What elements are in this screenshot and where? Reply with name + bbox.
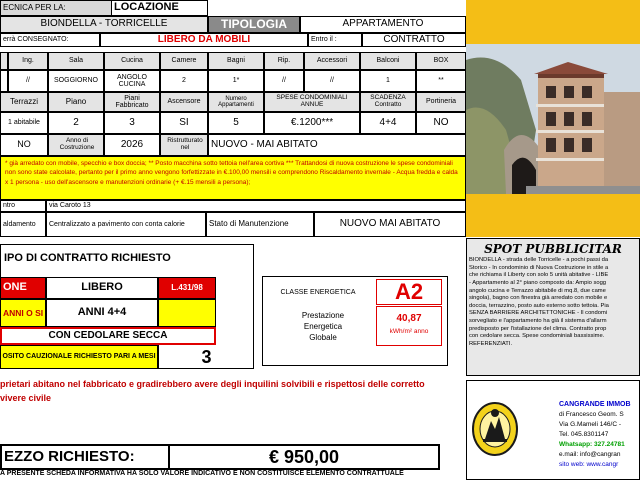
contract-title: IPO DI CONTRATTO RICHIESTO <box>4 252 171 265</box>
price-value: € 950,00 <box>170 444 440 470</box>
contract-row2-empty <box>158 299 216 327</box>
contract-row1-law: L.431/98 <box>158 277 216 299</box>
rooms-header-ing: Ing. <box>8 52 48 70</box>
contract-row2-value: ANNI 4+4 <box>46 299 158 327</box>
rooms-value-bagni: 1* <box>208 70 264 92</box>
heating-label: aldamento <box>0 212 46 237</box>
building-header-ascensore: Ascensore <box>160 92 208 112</box>
contract-row3-value: CON CEDOLARE SECCA <box>0 327 216 345</box>
contract-row1-value: LIBERO <box>46 277 158 299</box>
spot-box <box>466 238 640 376</box>
rooms-header-sala: Sala <box>48 52 104 70</box>
spot-line: SENZA BARRIERE ARCHITETTONICHE - Il condomi <box>469 310 608 317</box>
agency-address: Via G.Mameli 146/C - <box>559 421 622 428</box>
rooms-header-balconi: Balconi <box>360 52 416 70</box>
rooms-header-bagni: Bagni <box>208 52 264 70</box>
spot-line: sorvegliato e l'appartamento ha già il sistema d'allarm <box>469 318 607 325</box>
building-value-piano: 2 <box>48 112 104 134</box>
building-header-terrazzi: Terrazzi <box>0 92 48 112</box>
agency-email[interactable]: e.mail: info@cangran <box>559 451 621 458</box>
spot-line: Storico - In condominio di Nuova Costruzione in stile a <box>469 264 609 271</box>
spot-line: doccia, terrazzino, posto auto esterno sotto tettoia. Pia <box>469 302 609 309</box>
agency-tel: Tel. 045.8301147 <box>559 431 609 438</box>
building-value-appartamenti: 5 <box>208 112 264 134</box>
building-header-portineria: Portineria <box>416 92 466 112</box>
consegnato-value: LIBERO DA MOBILI <box>100 33 308 47</box>
energy-perf-line1: Prestazione <box>301 311 345 320</box>
energy-perf-line3: Globale <box>309 332 337 342</box>
contract-row1-label: ONE <box>0 277 46 299</box>
price-label: EZZO RICHIESTO: <box>0 444 170 470</box>
header-title-value: LOCAZIONE <box>112 0 208 16</box>
building-value-spese: €.1200*** <box>264 112 360 134</box>
ristrutt-label: Ristrutturato nel <box>160 134 208 156</box>
rooms-value-cucina: ANGOLO CUCINA <box>104 70 160 92</box>
agency-name: CANGRANDE IMMOB <box>559 401 631 408</box>
construction-first: NO <box>0 134 48 156</box>
notes-box: * già arredato con mobile, specchio e box doccia; ** Posto macchina sotto tettoia nell'area cortiva *** Trattandosi di nuova costruzione le spese condominiali non sono state calcolate, pertanto per il primo anno vengono forfettizzate in €.100,00 mensili e comprendono Riscaldamento invernale - Acqua fredda e calda x 1 persona - uso dell'ascensore e manutenzioni ordinarie (+ €.15 mensili a persona); <box>0 156 466 200</box>
ristrutt-value: NUOVO - MAI ABITATO <box>208 134 466 156</box>
rooms-value-camere: 2 <box>160 70 208 92</box>
rooms-header-cucina: Cucina <box>104 52 160 70</box>
agency-owner: di Francesco Geom. S <box>559 411 624 418</box>
anno-value: 2026 <box>104 134 160 156</box>
energy-perf-label <box>288 311 358 343</box>
address-label: ntro <box>0 200 46 212</box>
building-value-piani: 3 <box>104 112 160 134</box>
rooms-spacer <box>0 70 8 92</box>
rooms-value-box: ** <box>416 70 466 92</box>
energy-perf-unit: kWh/m² anno <box>389 328 429 335</box>
footer-note: prietari abitano nel fabbricato e gradirebbero avere degli inquilini solvibili e rispettosi delle corretto vivere civile <box>0 379 425 403</box>
spot-line: predisposto per l'istallazione del clima. Contratto prop <box>469 325 607 332</box>
spot-line: - Appartamento al 2° piano composto da: Ampio sogg <box>469 279 607 286</box>
building-value-portineria: NO <box>416 112 466 134</box>
agency-whatsapp[interactable]: Whatsapp: 327.24781 <box>559 441 625 448</box>
energy-class-value: A2 <box>376 279 442 305</box>
agency-box <box>466 380 640 480</box>
building-header-piani: Piani Fabbricato <box>104 92 160 112</box>
entro-value: CONTRATTO <box>362 33 466 47</box>
spot-text <box>467 256 639 350</box>
rooms-spacer <box>0 52 8 70</box>
energy-perf-box <box>376 306 442 346</box>
disclaimer: A PRESENTE SCHEDA INFORMATIVA HA SOLO VALORE INDICATIVO E NON COSTITUISCE ELEMENTO CONTRATTUALE <box>0 470 404 477</box>
header-title-label: ECNICA PER LA: <box>0 0 112 16</box>
header-location: BIONDELLA - TORRICELLE <box>0 16 208 33</box>
rooms-value-ing: // <box>8 70 48 92</box>
spot-line: con cedolare secca. Spese condominiali bassissime. <box>469 333 605 340</box>
building-value-ascensore: SI <box>160 112 208 134</box>
stato-label: Stato di Manutenzione <box>206 212 314 237</box>
building-header-scadenza: SCADENZA Contratto <box>360 92 416 112</box>
stato-value: NUOVO MAI ABITATO <box>314 212 466 237</box>
rooms-header-accessori: Accessori <box>304 52 360 70</box>
rooms-value-accessori: // <box>304 70 360 92</box>
energy-perf-line2: Energetica <box>303 321 343 331</box>
rooms-header-camere: Camere <box>160 52 208 70</box>
contract-row2-label: ANNI O SI <box>0 299 46 327</box>
spot-line: singola), bagno con finestra già arredato con mobile e <box>469 295 608 302</box>
building-header-piano: Piano <box>48 92 104 112</box>
entro-label: Entro il : <box>308 33 362 47</box>
header-tipologia-label: TIPOLOGIA <box>208 16 300 33</box>
energy-perf-value: 40,87 <box>396 313 422 324</box>
agency-logo-icon <box>471 399 519 457</box>
header-tipologia-value: APPARTAMENTO <box>300 16 466 33</box>
rooms-header-box: BOX <box>416 52 466 70</box>
heating-value: Centralizzato a pavimento con conta calorie <box>46 212 206 237</box>
rooms-header-rip: Rip. <box>264 52 304 70</box>
anno-label: Anno di Costruzione <box>48 134 104 156</box>
address-value: via Caroto 13 <box>46 200 466 212</box>
deposit-value: 3 <box>158 345 254 369</box>
rooms-value-balconi: 1 <box>360 70 416 92</box>
building-value-scadenza: 4+4 <box>360 112 416 134</box>
building-value-terrazzi: 1 abitabile <box>0 112 48 134</box>
spot-line: BIONDELLA - strada delle Torricelle - a pochi passi da <box>469 257 609 263</box>
building-photo <box>466 0 640 237</box>
spot-line: angolo cucina e Terrazzo abitabile di mq.8, due came <box>469 287 606 294</box>
consegnato-label: errà CONSEGNATO: <box>0 33 100 47</box>
energy-class-label: CLASSE ENERGETICA <box>280 289 356 297</box>
agency-site[interactable]: sito web: www.cangr <box>559 461 619 468</box>
rooms-value-rip: // <box>264 70 304 92</box>
spot-line: REFERENZIATI. <box>469 341 513 348</box>
building-header-spese: SPESE CONDOMINIALI ANNUE <box>264 92 360 112</box>
spot-title: SPOT PUBBLICITAR <box>484 242 622 256</box>
rooms-value-sala: SOGGIORNO <box>48 70 104 92</box>
spot-line: che richiama il Liberty con solo 5 unità abitative - LIBE <box>469 272 609 279</box>
deposit-label: OSITO CAUZIONALE RICHIESTO PARI A MESI <box>0 345 158 369</box>
building-header-appartamenti: Numero Appartamenti <box>208 92 264 112</box>
